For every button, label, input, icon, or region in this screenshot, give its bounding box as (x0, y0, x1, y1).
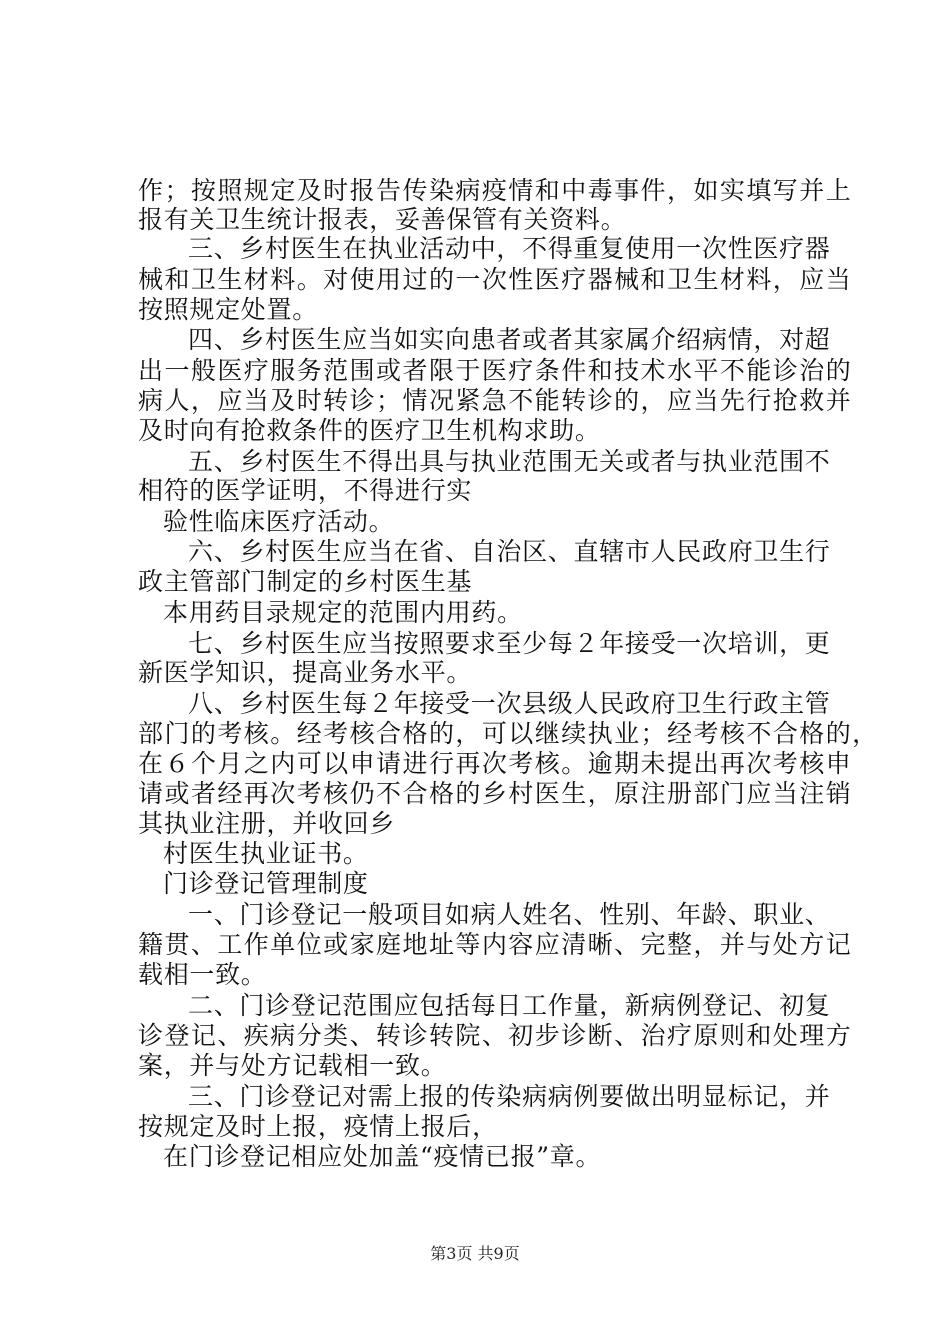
text-line: 四、乡村医生应当如实向患者或者其家属介绍病情，对超 (188, 325, 831, 354)
text-line: 五、乡村医生不得出具与执业范围无关或者与执业范围不 (188, 447, 831, 476)
text-line: 部门的考核。经考核合格的，可以继续执业；经考核不合格的， (138, 719, 879, 748)
text-line: 验性临床医疗活动。 (163, 507, 395, 536)
text-line: 病人，应当及时转诊；情况紧急不能转诊的，应当先行抢救并 (138, 386, 853, 415)
text-line: 政主管部门制定的乡村医生基 (138, 567, 473, 596)
text-line: 在６个月之内可以申请进行再次考核。逾期未提出再次考核申 (138, 749, 853, 778)
text-line: 报有关卫生统计报表，妥善保管有关资料。 (138, 205, 627, 234)
text-line: 八、乡村医生每２年接受一次县级人民政府卫生行政主管 (188, 689, 831, 718)
text-line: 一、门诊登记一般项目如病人姓名、性别、年龄、职业、 (188, 900, 831, 929)
text-line: 在门诊登记相应处加盖“疫情已报”章。 (163, 1142, 602, 1171)
text-line: 籍贯、工作单位或家庭地址等内容应清晰、完整，并与处方记 (138, 930, 853, 959)
text-line: 案，并与处方记载相一致。 (138, 1051, 447, 1080)
text-line: 出一般医疗服务范围或者限于医疗条件和技术水平不能诊治的 (138, 356, 853, 385)
text-line: 新医学知识，提高业务水平。 (138, 658, 473, 687)
text-line: 按照规定处置。 (138, 295, 318, 324)
text-line: 及时向有抢救条件的医疗卫生机构求助。 (138, 416, 601, 445)
text-line: 村医生执业证书。 (163, 839, 369, 868)
text-line: 三、门诊登记对需上报的传染病病例要做出明显标记，并 (188, 1082, 831, 1111)
text-line: 七、乡村医生应当按照要求至少每２年接受一次培训，更 (188, 629, 831, 658)
section-heading: 门诊登记管理制度 (163, 869, 369, 898)
text-line: 作；按照规定及时报告传染病疫情和中毒事件，如实填写并上 (138, 176, 853, 205)
text-line: 二、门诊登记范围应包括每日工作量，新病例登记、初复 (188, 991, 831, 1020)
text-line: 按规定及时上报，疫情上报后， (138, 1112, 498, 1141)
text-line: 六、乡村医生应当在省、自治区、直辖市人民政府卫生行 (188, 537, 831, 566)
text-line: 载相一致。 (138, 960, 267, 989)
text-line: 三、乡村医生在执业活动中，不得重复使用一次性医疗器 (188, 234, 831, 263)
text-line: 本用药目录规定的范围内用药。 (163, 598, 523, 627)
text-line: 其执业注册，并收回乡 (138, 809, 396, 838)
text-line: 诊登记、疾病分类、转诊转院、初步诊断、治疗原则和处理方 (138, 1021, 853, 1050)
text-line: 械和卫生材料。对使用过的一次性医疗器械和卫生材料，应当 (138, 265, 853, 294)
text-line: 请或者经再次考核仍不合格的乡村医生，原注册部门应当注销 (138, 779, 853, 808)
page-footer: 第3页 共9页 (430, 1244, 520, 1263)
text-line: 相符的医学证明，不得进行实 (138, 476, 473, 505)
